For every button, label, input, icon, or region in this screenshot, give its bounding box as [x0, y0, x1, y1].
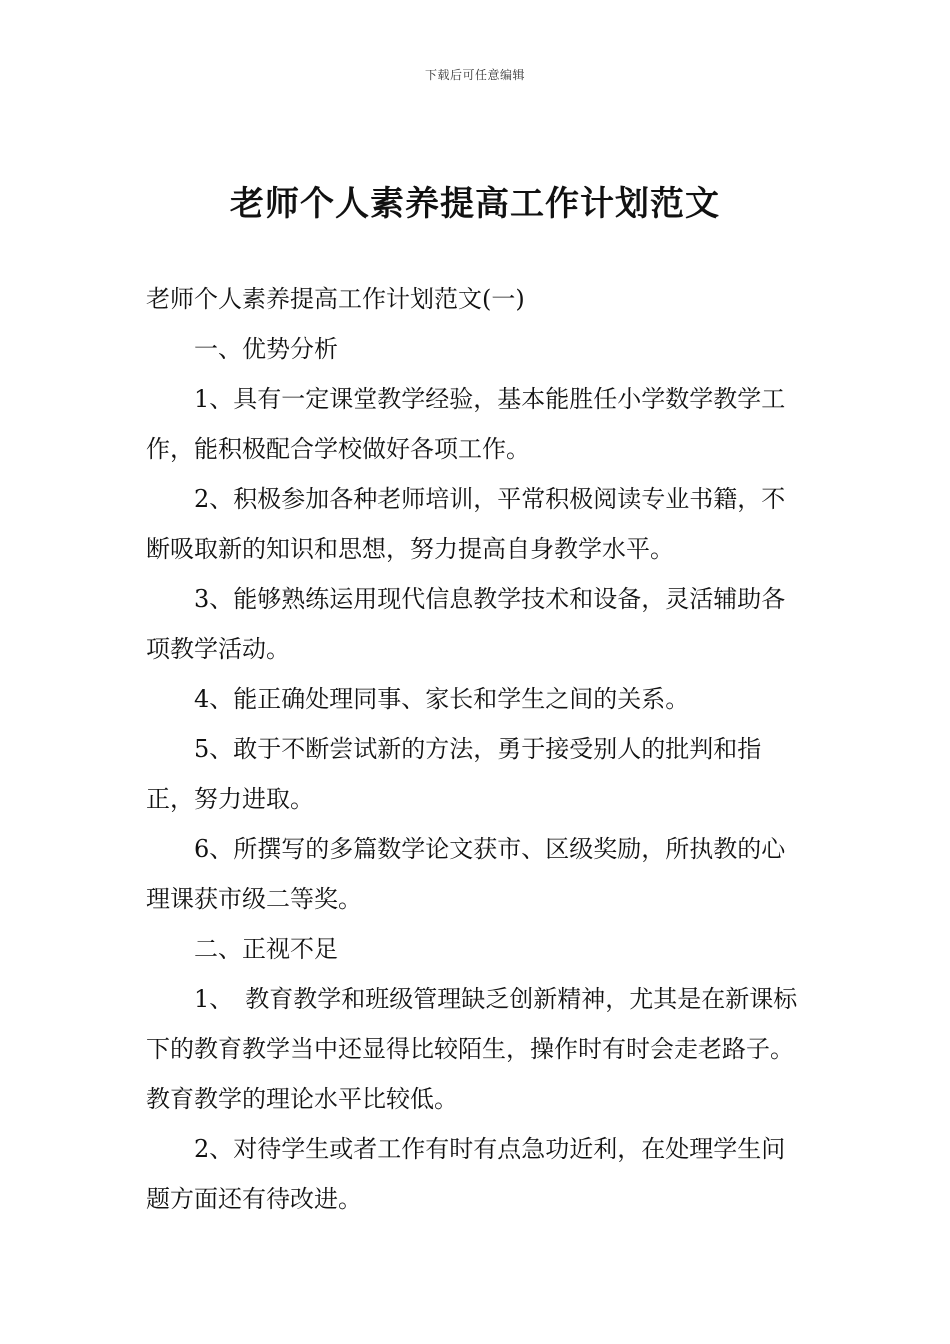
heading-strengths: 一、优势分析 [194, 335, 338, 363]
paragraph: 1、具有一定课堂教学经验，基本能胜任小学数学教学工作，能积极配合学校做好各项工作。 [146, 385, 786, 463]
paragraph: 5、敢于不断尝试新的方法，勇于接受别人的批判和指正，努力进取。 [146, 735, 762, 813]
section-subtitle: 老师个人素养提高工作计划范文(一) [146, 285, 525, 313]
paragraph: 1、 教育教学和班级管理缺乏创新精神，尤其是在新课标下的教育教学当中还显得比较陌生，操作时有时会走老路子。教育教学的理论水平比较低。 [146, 985, 798, 1113]
paragraph: 3、能够熟练运用现代信息教学技术和设备，灵活辅助各项教学活动。 [146, 585, 786, 663]
paragraph: 2、积极参加各种老师培训，平常积极阅读专业书籍，不断吸取新的知识和思想，努力提高自身教学水平。 [146, 485, 786, 563]
paragraph: 4、能正确处理同事、家长和学生之间的关系。 [194, 685, 690, 713]
header-note: 下载后可任意编辑 [424, 68, 525, 82]
heading-weaknesses: 二、正视不足 [194, 935, 338, 963]
document-title: 老师个人素养提高工作计划范文 [230, 184, 720, 224]
paragraph: 2、对待学生或者工作有时有点急功近利，在处理学生问题方面还有待改进。 [146, 1135, 786, 1213]
paragraph: 6、所撰写的多篇数学论文获市、区级奖励，所执教的心理课获市级二等奖。 [146, 835, 786, 913]
document-body [146, 274, 806, 1224]
